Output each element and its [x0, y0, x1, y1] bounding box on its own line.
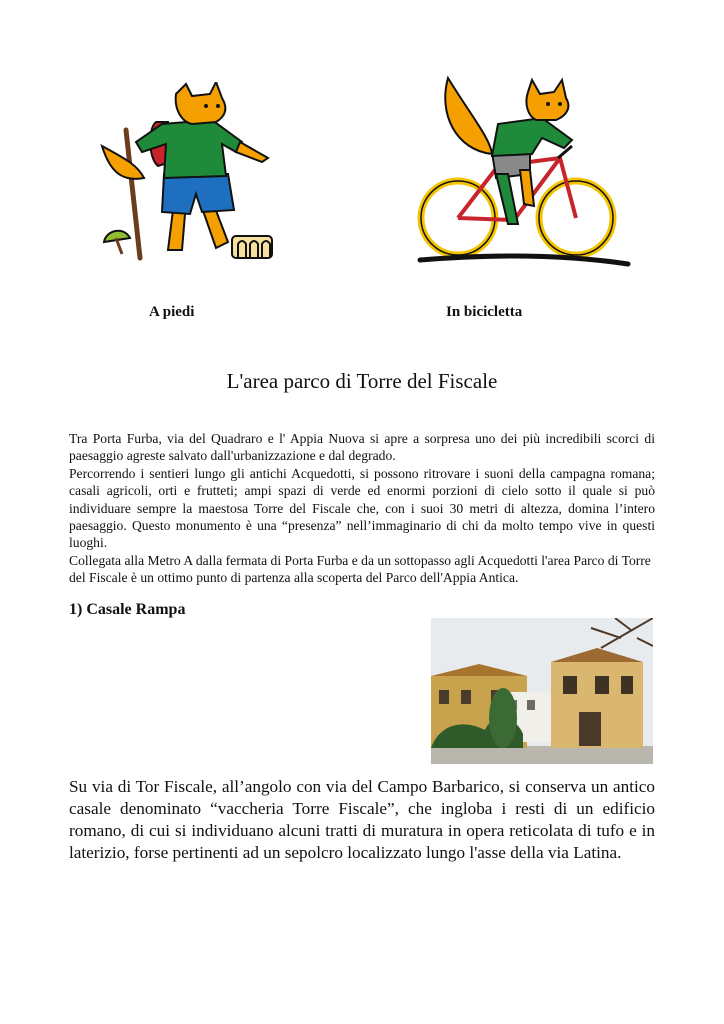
intro-paragraph-2: Percorrendo i sentieri lungo gli antichi Acquedotti, si possono ritrovare i suoni della campagna romana; casali agricoli, orti e frutteti; ampi spazi di verde ed enormi porzioni di cielo sotto il quale si può individuare sempre la maestosa Torre del Fiscale che, con i suoi 30 metri di altezza, domina l’intero paesaggio. Questo monumento è una “presenza” nell’immaginario di chi da molto tempo vive in questi luoghi. — [69, 465, 655, 551]
section-heading-casale-rampa: 1) Casale Rampa — [69, 601, 186, 618]
hiking-fox-illustration — [92, 82, 278, 268]
intro-paragraph-1: Tra Porta Furba, via del Quadraro e l' Appia Nuova si apre a sorpresa uno dei più incredibili scorci di paesaggio agreste salvato dall'urbanizzazione e dal degrado. — [69, 431, 655, 464]
caption-walking: A piedi — [149, 304, 195, 320]
caption-cycling: In bicicletta — [446, 304, 523, 320]
casale-rampa-photo — [431, 618, 653, 764]
intro-text — [69, 430, 655, 587]
casale-rampa-photo-drawing — [431, 618, 653, 764]
hiking-fox-drawing — [92, 82, 278, 268]
cycling-fox-drawing — [412, 74, 640, 274]
casale-rampa-description: Su via di Tor Fiscale, all’angolo con via del Campo Barbarico, si conserva un antico casale denominato “vaccheria Torre Fiscale”, che ingloba i resti di un edificio romano, di cui si individuano alcuni tratti di muratura in opera reticolata di tufo e in laterizio, forse pertinenti ad un sepolcro localizzato lungo l'asse della via Latina. — [69, 777, 655, 862]
cycling-fox-illustration — [412, 74, 640, 274]
intro-paragraph-3: Collegata alla Metro A dalla fermata di Porta Furba e da un sottopasso agli Acquedotti l'area Parco di Torre del Fiscale è un ottimo punto di partenza alla scoperta del Parco dell'Appia Antica. — [69, 552, 651, 586]
page-title: L'area parco di Torre del Fiscale — [226, 369, 498, 393]
